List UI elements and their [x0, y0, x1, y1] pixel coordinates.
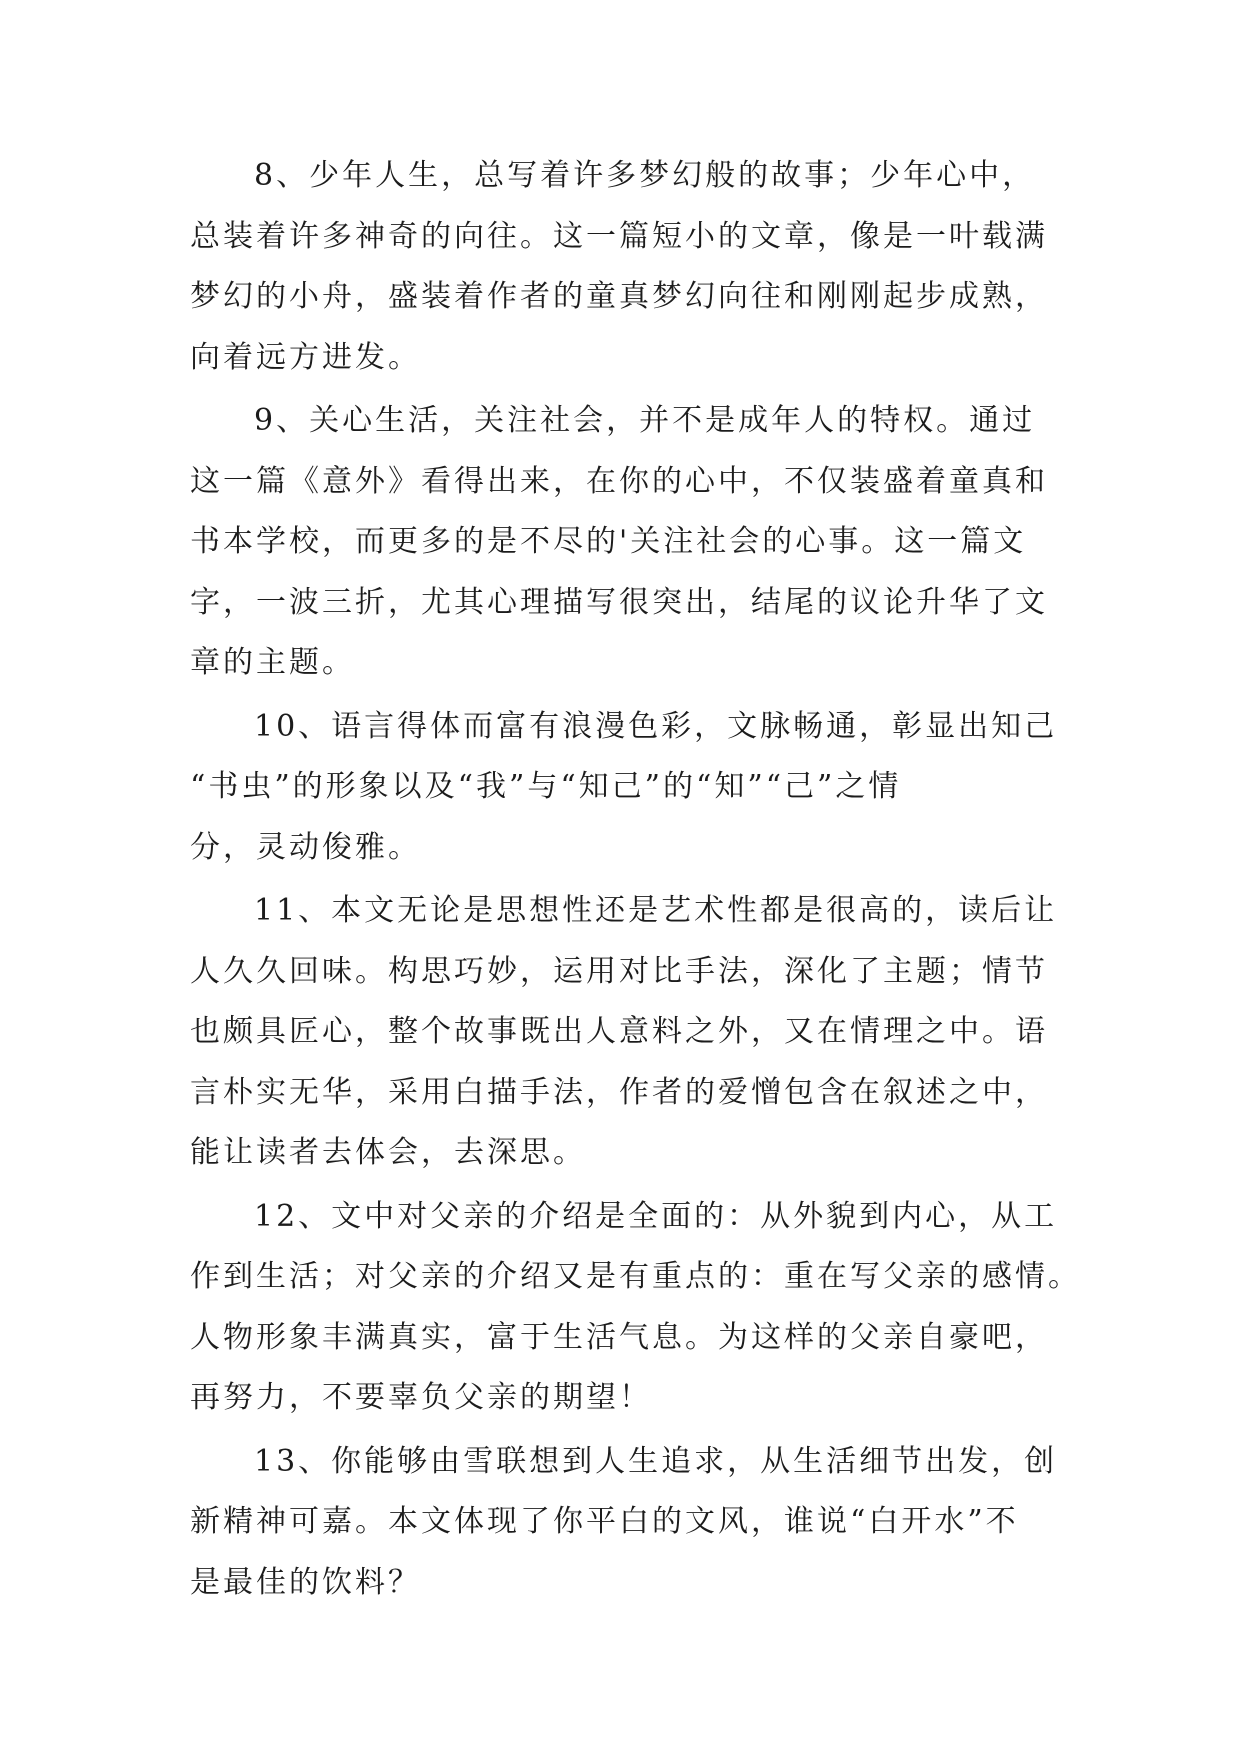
text-line: 8、少年人生，总写着许多梦幻般的故事；少年心中，: [254, 158, 1036, 193]
text-line: 梦幻的小舟，盛装着作者的童真梦幻向往和刚刚起步成熟，: [190, 279, 1048, 314]
comment-paragraph-13: [190, 1432, 1070, 1614]
text-line: 字，一波三折，尤其心理描写很突出，结尾的议论升华了文: [190, 584, 1048, 620]
text-line: 10、语言得体而富有浪漫色彩，文脉畅通，彰显出知己: [254, 708, 1058, 744]
comment-paragraph-11: [190, 881, 1070, 1184]
text-line: 11、本文无论是思想性还是艺术性都是很高的，读后让: [254, 893, 1058, 928]
text-line: 12、文中对父亲的介绍是全面的：从外貌到内心，从工: [254, 1198, 1058, 1234]
text-line: 新精神可嘉。本文体现了你平白的文风，谁说“白开水”不: [190, 1504, 1019, 1539]
text-line: 再努力，不要辜负父亲的期望！: [190, 1380, 652, 1415]
text-line: 人物形象丰满真实，富于生活气息。为这样的父亲自豪吧，: [190, 1319, 1048, 1355]
comment-paragraph-8: [190, 146, 1070, 388]
document-body: [190, 146, 1081, 1616]
text-line: 书本学校，而更多的是不尽的'关注社会的心事。这一篇文: [190, 524, 1027, 559]
comment-paragraph-12: [190, 1187, 1081, 1429]
text-line: 章的主题。: [190, 645, 355, 680]
text-line: 分，灵动俊雅。: [190, 829, 421, 865]
text-line: 作到生活；对父亲的介绍又是有重点的：重在写父亲的感情。: [190, 1259, 1081, 1294]
text-line: 言朴实无华，采用白描手法，作者的爱憎包含在叙述之中，: [190, 1074, 1048, 1110]
text-line: 这一篇《意外》看得出来，在你的心中，不仅装盛着童真和: [190, 463, 1048, 499]
text-line: 能让读者去体会，去深思。: [190, 1135, 586, 1170]
text-line: “书虫”的形象以及“我”与“知己”的“知”“己”之情: [190, 769, 902, 804]
text-line: 向着远方进发。: [190, 339, 421, 375]
comment-paragraph-10: [190, 697, 1070, 879]
text-line: 也颇具匠心，整个故事既出人意料之外，又在情理之中。语: [190, 1014, 1048, 1049]
text-line: 人久久回味。构思巧妙，运用对比手法，深化了主题；情节: [190, 953, 1048, 989]
comment-paragraph-9: [190, 391, 1070, 694]
text-line: 13、你能够由雪联想到人生追求，从生活细节出发，创: [254, 1443, 1058, 1479]
text-line: 9、关心生活，关注社会，并不是成年人的特权。通过: [254, 403, 1036, 438]
text-line: 总装着许多神奇的向往。这一篇短小的文章，像是一叶载满: [190, 218, 1048, 254]
text-line: 是最佳的饮料？: [190, 1564, 421, 1600]
